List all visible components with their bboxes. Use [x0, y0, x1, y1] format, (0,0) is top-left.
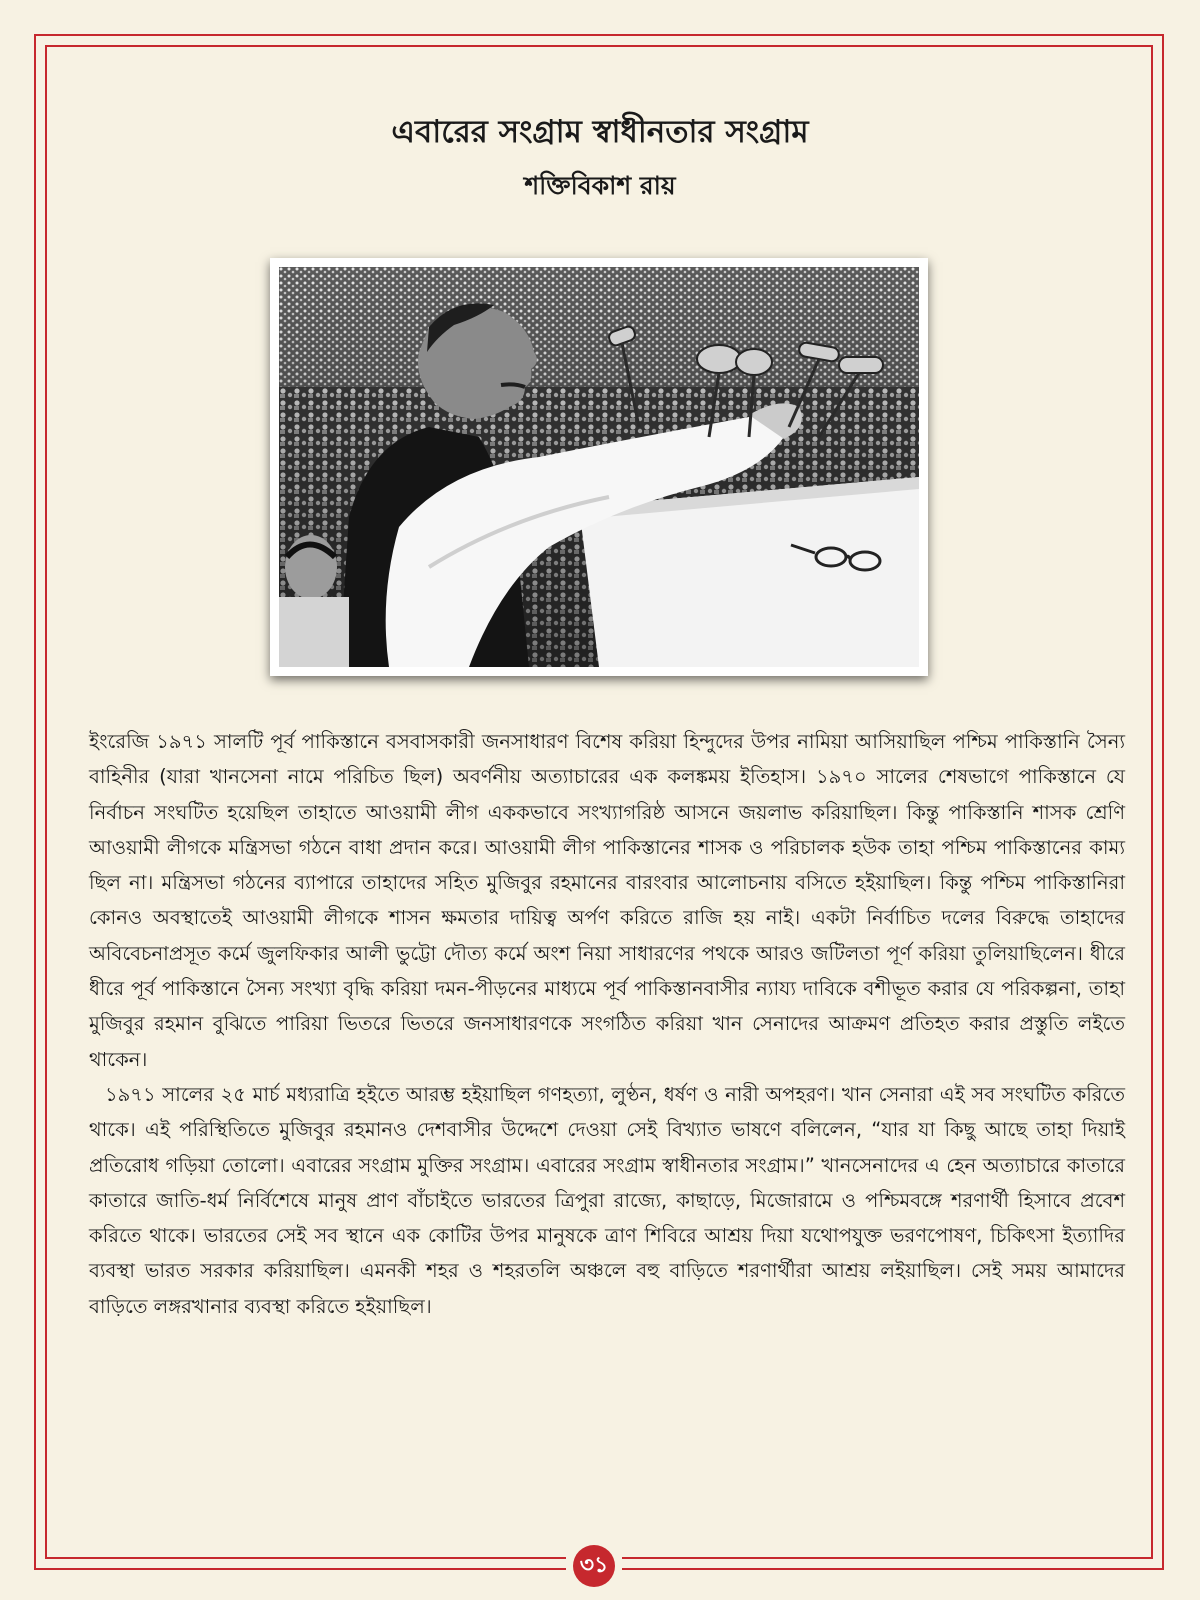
photo-frame [270, 258, 928, 676]
article-body [89, 724, 1125, 1324]
paragraph-1: ইংরেজি ১৯৭১ সালটি পূর্ব পাকিস্তানে বসবাসকারী জনসাধারণ বিশেষ করিয়া হিন্দুদের উপর নামিয়া আসিয়াছিল পশ্চিম পাকিস্তানি সৈন্য বাহিনীর (যারা খানসেনা নামে পরিচিত ছিল) অবর্ণনীয় অত্যাচারের এক কলঙ্কময় ইতিহাস। ১৯৭০ সালের শেষভাগে পাকিস্তানে যে নির্বাচন সংঘটিত হয়েছিল তাহাতে আওয়ামী লীগ এককভাবে সংখ্যাগরিষ্ঠ আসনে জয়লাভ করিয়াছিল। কিন্তু পাকিস্তানি শাসক শ্রেণি আওয়ামী লীগকে মন্ত্রিসভা গঠনে বাধা প্রদান করে। আওয়ামী লীগ পাকিস্তানের শাসক ও পরিচালক হউক তাহা পশ্চিম পাকিস্তানের কাম্য ছিল না। মন্ত্রিসভা গঠনের ব্যাপারে তাহাদের সহিত মুজিবুর রহমানের বারংবার আলোচনায় বসিতে হইয়াছিল। কিন্তু পশ্চিম পাকিস্তানিরা কোনও অবস্থাতেই আওয়ামী লীগকে শাসন ক্ষমতার দায়িত্ব অর্পণ করিতে রাজি হয় নাই। একটা নির্বাচিত দলের বিরুদ্ধে তাহাদের অবিবেচনাপ্রসূত কর্মে জুলফিকার আলী ভুট্টো দৌত্য কর্মে অংশ নিয়া সাধারণের পথকে আরও জটিলতা পূর্ণ করিয়া তুলিয়াছিলেন। ধীরে ধীরে পূর্ব পাকিস্তানে সৈন্য সংখ্যা বৃদ্ধি করিয়া দমন-পীড়নের মাধ্যমে পূর্ব পাকিস্তানবাসীর ন্যায্য দাবিকে বশীভূত করার যে পরিকল্পনা, তাহা মুজিবুর রহমান বুঝিতে পারিয়া ভিতরে ভিতরে জনসাধারণকে সংগঠিত করিয়া খান সেনাদের আক্রমণ প্রতিহত করার প্রস্তুতি লইতে থাকেন। [89, 730, 1125, 1071]
article-author: শক্তিবিকাশ রায় [524, 171, 676, 200]
article-title: এবারের সংগ্রাম স্বাধীনতার সংগ্রাম [391, 114, 809, 150]
speech-photo [279, 267, 919, 667]
page-number: ৩১ [573, 1545, 615, 1587]
paragraph-2: ১৯৭১ সালের ২৫ মার্চ মধ্যরাত্রি হইতে আরম্ভ হইয়াছিল গণহত্যা, লুণ্ঠন, ধর্ষণ ও নারী অপহরণ। খান সেনারা এই সব সংঘটিত করিতে থাকে। এই পরিস্থিতিতে মুজিবুর রহমানও দেশবাসীর উদ্দেশে দেওয়া সেই বিখ্যাত ভাষণে বলিলেন, “যার যা কিছু আছে তাহা দিয়াই প্রতিরোধ গড়িয়া তোলো। এবারের সংগ্রাম মুক্তির সংগ্রাম। এবারের সংগ্রাম স্বাধীনতার সংগ্রাম।” খানসেনাদের এ হেন অত্যাচারে কাতারে কাতারে জাতি-ধর্ম নির্বিশেষে মানুষ প্রাণ বাঁচাইতে ভারতের ত্রিপুরা রাজ্যে, কাছাড়ে, মিজোরামে ও পশ্চিমবঙ্গে শরণার্থী হিসাবে প্রবেশ করিতে থাকে। ভারতের সেই সব স্থানে এক কোটির উপর মানুষকে ত্রাণ শিবিরে আশ্রয় দিয়া যথোপযুক্ত ভরণপোষণ, চিকিৎসা ইত্যাদির ব্যবস্থা ভারত সরকার করিয়াছিল। এমনকী শহর ও শহরতলি অঞ্চলে বহু বাড়িতে শরণার্থীরা আশ্রয় লইয়াছিল। সেই সময় আমাদের বাড়িতে লঙ্গরখানার ব্যবস্থা করিতে হইয়াছিল। [89, 1082, 1125, 1318]
page-number-holder [566, 1541, 622, 1591]
